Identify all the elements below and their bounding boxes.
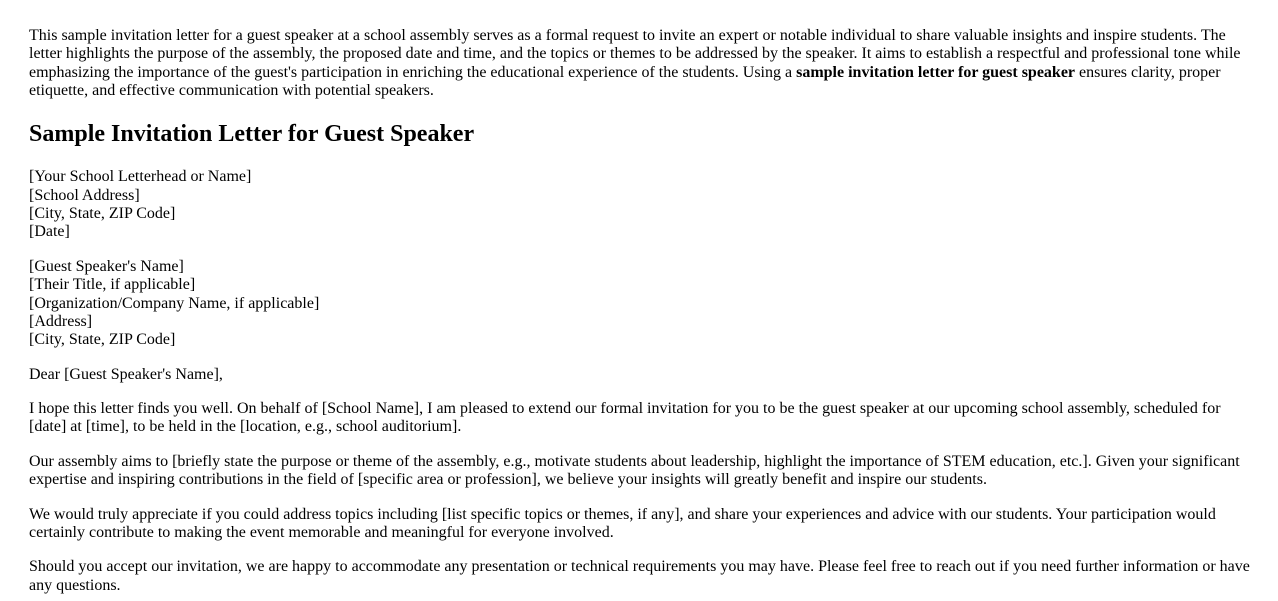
sender-address-line: [School Address] xyxy=(29,186,140,204)
sender-city-state-zip-line: [City, State, ZIP Code] xyxy=(29,204,176,222)
letter-paragraph-accommodation: Should you accept our invitation, we are happy to accommodate any presentation or technical requirements you may have. Please feel free to reach out if you need further information or have any questions. xyxy=(29,558,1250,594)
letter-paragraph-topics: We would truly appreciate if you could address topics including [list specific topics or themes, if any], and share your experiences and advice with our students. Your participation would certainly contribute to making the event memorable and meaningful for everyone involved. xyxy=(29,505,1216,542)
recipient-address-line: [Address] xyxy=(29,312,93,330)
sender-date-line: [Date] xyxy=(29,223,70,241)
page-title: Sample Invitation Letter for Guest Speaker xyxy=(29,120,475,147)
intro-bold-keyword: sample invitation letter for guest speaker xyxy=(796,63,1076,81)
intro-text-after: ensures clarity, proper etiquette, and effective communication with potential speakers. xyxy=(29,63,1221,100)
recipient-address-block xyxy=(29,258,1250,350)
letter-paragraph-invitation: I hope this letter finds you well. On behalf of [School Name], I am pleased to extend our formal invitation for you to be the guest speaker at our upcoming school assembly, scheduled for [date] at [time], to be held in the [location, e.g., school auditorium]. xyxy=(29,400,1221,436)
intro-text-before: This sample invitation letter for a guest speaker at a school assembly serves as a formal request to invite an expert or notable individual to share valuable insights and inspire students. The letter highlights the purpose of the assembly, the proposed date and time, and the topics or themes to be addressed by the speaker. It aims to establish a respectful and professional tone while emphasizing the importance of the guest's participation in enriching the educational experience of the students. Using a xyxy=(29,27,1241,81)
recipient-organization-line: [Organization/Company Name, if applicable] xyxy=(29,294,320,312)
recipient-name-line: [Guest Speaker's Name] xyxy=(29,257,184,275)
recipient-city-state-zip-line: [City, State, ZIP Code] xyxy=(29,331,176,349)
salutation: Dear [Guest Speaker's Name], xyxy=(29,365,223,383)
letter-paragraph-assembly-purpose: Our assembly aims to [briefly state the purpose or theme of the assembly, e.g., motivate students about leadership, highlight the importance of STEM education, etc.]. Given your significant expertise and inspiring contributions in the field of [specific area or profession], we believe your insights will greatly benefit and inspire our students. xyxy=(29,452,1240,489)
sender-letterhead-line: [Your School Letterhead or Name] xyxy=(29,168,252,186)
recipient-title-line: [Their Title, if applicable] xyxy=(29,276,196,294)
sender-address-block xyxy=(29,168,1250,242)
intro-paragraph xyxy=(29,27,1250,101)
